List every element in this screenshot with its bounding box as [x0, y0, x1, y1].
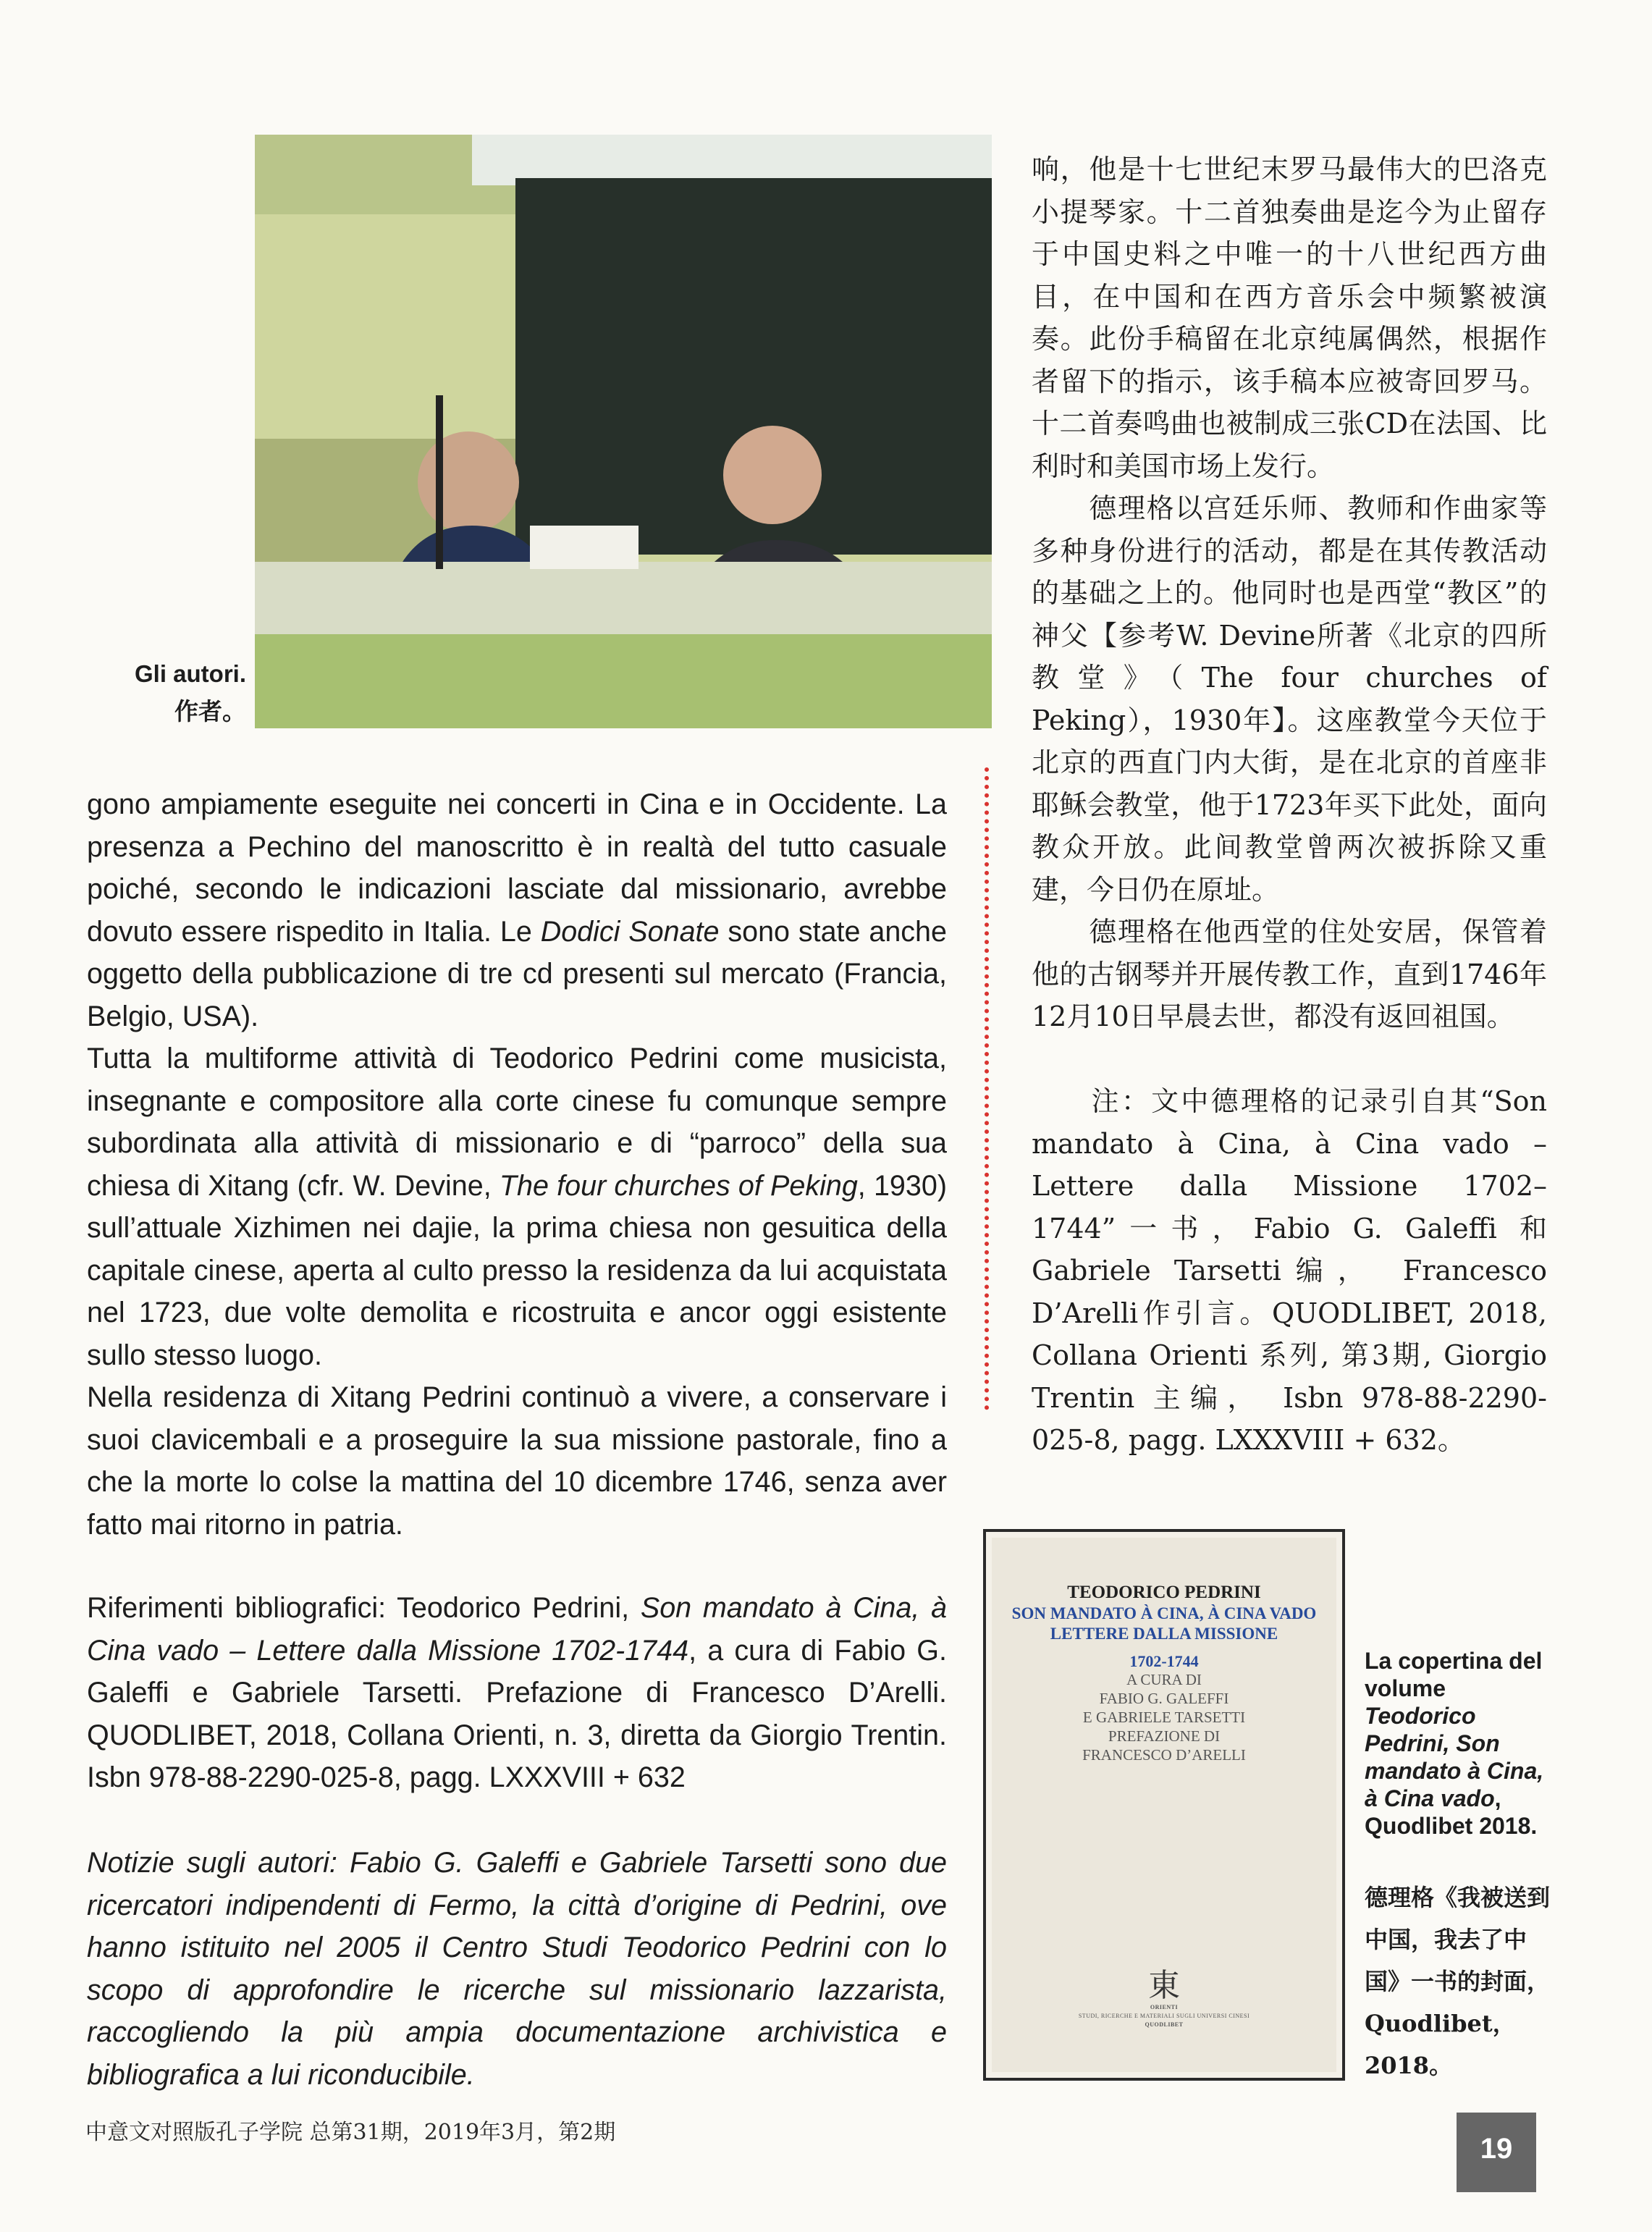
italian-paragraph-1: gono ampiamente eseguite nei concerti in Cina e in Occidente. La presenza a Pechino del manoscritto è in realtà del tutto casuale poiché, secondo le indicazioni lasciate dal missionario, avrebbe dovuto essere rispedito in Italia. Le Dodici Sonate sono state anche oggetto della pubblicazione di tre cd presenti sul mercato (Francia, Belgio, USA).	[87, 788, 947, 1032]
cover-caption-title: Teodorico Pedrini, Son mandato à Cina, à Cina vado	[1365, 1703, 1544, 1811]
chinese-note: 注：文中德理格的记录引自其“Son mandato à Cina, à Cina vado – Lettere dalla Missione 1702–1744”一书，Fabio G. Galeffi 和 Gabriele Tarsetti编， Francesco D’Arelli作引言。QUODLIBET, 2018, Collana Orienti 系列, 第3期, Giorgio Trentin 主编， Isbn 978-88-2290-025-8, pagg. LXXXVIII + 632。	[1032, 1085, 1547, 1456]
cover-title-1: SON MANDATO À CINA, À CINA VADO	[1011, 1604, 1317, 1622]
cover-series: ORIENTI	[1150, 2004, 1179, 2010]
cover-preface-2: FRANCESCO D’ARELLI	[1082, 1746, 1246, 1764]
page-number: 19	[1457, 2113, 1536, 2192]
cover-caption-it: La copertina del volume Teodorico Pedrini, Son mandato à Cina, à Cina vado, Quodlibet 2018.	[1365, 1648, 1544, 1839]
column-divider	[985, 767, 989, 1410]
photo-caption	[72, 655, 246, 730]
cover-publisher: QUODLIBET	[1145, 2021, 1184, 2028]
book-cover	[983, 1529, 1345, 2081]
cover-curator-1: A CURA DI	[1126, 1671, 1202, 1688]
cover-years: 1702-1744	[1129, 1652, 1199, 1670]
cover-curator-3: E GABRIELE TARSETTI	[1082, 1709, 1246, 1726]
churches-title: The four churches of Peking	[499, 1169, 858, 1202]
chinese-paragraph-3: 德理格在他西堂的住处安居，保管着他的古钢琴并开展传教工作，直到1746年12月10日早晨去世，都没有返回祖国。	[1032, 916, 1547, 1032]
photo-caption-it: Gli autori.	[134, 660, 246, 687]
cover-logo: 東	[1148, 1968, 1180, 2003]
cover-curator-2: FABIO G. GALEFFI	[1099, 1690, 1229, 1707]
chinese-body	[1032, 148, 1547, 1038]
chinese-paragraph-1: 响，他是十七世纪末罗马最伟大的巴洛克小提琴家。十二首独奏曲是迄今为止留存于中国史料之中唯一的十八世纪西方曲目，在中国和在西方音乐会中频繁被演奏。此份手稿留在北京纯属偶然，根据作者留下的指示，该手稿本应被寄回罗马。十二首奏鸣曲也被制成三张CD在法国、比利时和美国市场上发行。	[1032, 153, 1547, 482]
authors-photo	[255, 135, 992, 728]
cover-series-sub: STUDI, RICERCHE E MATERIALI SUGLI UNIVERSI CINESI	[1078, 2013, 1250, 2019]
cover-caption-zh: 德理格《我被送到中国，我去了中国》一书的封面，Quodlibet，2018。	[1365, 1884, 1551, 2079]
italian-paragraph-2: Tutta la multiforme attività di Teodorico Pedrini come musicista, insegnante e compositore alla corte cinese fu comunque sempre subordinata alla attività di missionario e di “parroco” della sua chiesa di Xitang (cfr. W. Devine, The four churches of Peking, 1930) sull’attuale Xizhimen nei dajie, la prima chiesa non gesuitica della capitale cinese, aperta al culto presso la residenza da lui acquistata nel 1723, due volte demolita e ricostruita e ancor oggi esistente sullo stesso luogo.	[87, 1043, 947, 1371]
photo-caption-zh: 作者。	[174, 698, 246, 725]
cover-author: TEODORICO PEDRINI	[1067, 1583, 1261, 1602]
book-title: Son mandato à Cina, à Cina vado – Lettere dalla Missione 1702-1744	[87, 1592, 948, 1667]
cover-title-2: LETTERE DALLA MISSIONE	[1050, 1625, 1278, 1643]
cover-preface-1: PREFAZIONE DI	[1108, 1727, 1221, 1745]
italian-paragraph-3: Nella residenza di Xitang Pedrini continuò a vivere, a conservare i suoi clavicembali e a proseguire la sua missione pastorale, fino a che la morte lo colse la mattina del 10 dicembre 1746, senza aver fatto mai ritorno in patria.	[87, 1381, 947, 1541]
sonate-title: Dodici Sonate	[540, 915, 720, 948]
italian-body	[87, 783, 947, 1546]
chinese-paragraph-2: 德理格以宫廷乐师、教师和作曲家等多种身份进行的活动，都是在其传教活动的基础之上的。他同时也是西堂“教区”的神父【参考W. Devine所著《北京的四所教堂》（The four churches of Peking），1930年】。这座教堂今天位于北京的西直门内大街，是在北京的首座非耶稣会教堂，他于1723年买下此处，面向教众开放。此间教堂曾两次被拆除又重建，今日仍在原址。	[1032, 492, 1547, 906]
bibliography: Riferimenti bibliografici: Teodorico Pedrini, Son mandato à Cina, à Cina vado – Lettere dalla Missione 1702-1744, a cura di Fabio G. Galeffi e Gabriele Tarsetti. Prefazione di Francesco D’Arelli. QUODLIBET, 2018, Collana Orienti, n. 3, diretta da Giorgio Trentin. Isbn 978-88-2290-025-8, pagg. LXXXVIII + 632	[87, 1592, 948, 1793]
author-notes: Notizie sugli autori: Fabio G. Galeffi e Gabriele Tarsetti sono due ricercatori indipendenti di Fermo, la città d’origine di Pedrini, ove hanno istituito nel 2005 il Centro Studi Teodorico Pedrini con lo scopo di approfondire le ricerche sul missionario lazzarista, raccogliendo la più ampia documentazione archivistica e bibliografica a lui riconducibile.	[87, 1847, 947, 2091]
footer-text: 中意文对照版孔子学院 总第31期，2019年3月，第2期	[85, 2120, 616, 2145]
